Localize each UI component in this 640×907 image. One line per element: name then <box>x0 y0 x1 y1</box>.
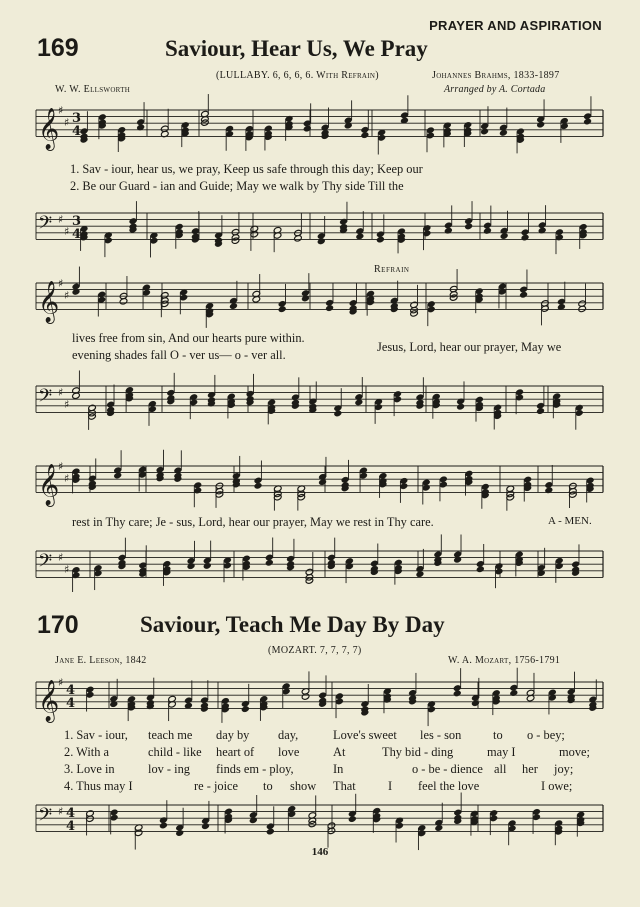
hymn-169-composer: Johannes Brahms, 1833-1897 <box>432 70 560 81</box>
note-head <box>476 566 485 573</box>
hymn-169-verse-1-line: 1. Sav - iour, hear us, we pray, Keep us safe through this day; Keep our <box>70 162 423 176</box>
section-header: PRAYER AND ASPIRATION <box>429 18 602 33</box>
hymn-169-amen: A - MEN. <box>548 515 592 527</box>
time-signature-bottom: 4 <box>72 227 82 242</box>
verse-4-syllable: That <box>333 779 356 793</box>
sharp-icon: ♯ <box>64 472 70 485</box>
hymn-169-arranger: Arranged by A. Cortada <box>444 84 546 95</box>
note-head <box>266 828 275 835</box>
note-head <box>416 571 425 578</box>
note-head <box>519 291 528 298</box>
verse-1-syllable: day, <box>278 728 299 742</box>
note-head <box>444 227 453 234</box>
note-head <box>435 824 444 831</box>
bass-clef-icon: 𝄢 <box>38 386 53 411</box>
hymn-170-tune: (MOZART. 7, 7, 7, 7) <box>268 645 362 656</box>
note-head <box>521 234 530 241</box>
note-head <box>229 302 238 309</box>
verse-3-syllable: o - be - dience <box>412 762 483 776</box>
note-head <box>355 399 364 406</box>
verse-1-syllable: day by <box>216 728 250 742</box>
bass-clef-icon: 𝄢 <box>38 805 53 830</box>
note-head <box>361 131 370 138</box>
verse-1-syllable: Love's sweet <box>333 728 397 742</box>
verse-2-syllable: child - like <box>148 745 202 759</box>
note-head <box>317 238 326 245</box>
hymn-170-composer: W. A. Mozart, 1756-1791 <box>448 655 561 666</box>
verse-4-syllable: I <box>388 779 393 793</box>
sharp-icon: ♯ <box>58 104 64 117</box>
sharp-icon: ♯ <box>58 551 64 564</box>
hymn-169-title: Saviour, Hear Us, We Pray <box>165 36 428 61</box>
verse-4-syllable: re - joice <box>194 779 239 793</box>
note-head <box>249 817 258 824</box>
note-head <box>201 823 210 830</box>
hymn-169-tune: (LULLABY. 6, 6, 6, 6. With Refrain) <box>216 70 379 81</box>
verse-2-syllable: love <box>278 745 300 759</box>
verse-2-syllable: 2. With a <box>64 745 110 759</box>
note-head <box>536 407 545 414</box>
verse-3-syllable: all <box>494 762 507 776</box>
verse-2-syllable: At <box>333 745 346 759</box>
refrain-label: Refrain <box>374 264 410 275</box>
verse-3-syllable: 3. Love in <box>64 762 115 776</box>
sharp-icon: ♯ <box>58 277 64 290</box>
hymn-170-number: 170 <box>37 611 79 639</box>
verse-1-syllable: teach me <box>148 728 193 742</box>
time-signature-top: 4 <box>66 806 76 821</box>
note-head <box>241 705 250 712</box>
sharp-icon: ♯ <box>58 460 64 473</box>
verse-3-syllable: lov - ing <box>148 762 190 776</box>
verse-1-syllable: les - son <box>420 728 462 742</box>
note-head <box>464 223 473 230</box>
verse-3-syllable: her <box>522 762 538 776</box>
note-head <box>187 562 196 569</box>
verse-3-syllable: joy; <box>554 762 574 776</box>
sharp-icon: ♯ <box>64 116 70 129</box>
note-head <box>499 129 508 136</box>
treble-clef-icon: 𝄞 <box>38 680 60 722</box>
verse-4-syllable: I owe; <box>541 779 573 793</box>
note-head <box>536 121 545 128</box>
time-signature-top: 4 <box>66 683 76 698</box>
note-head <box>334 410 343 417</box>
sharp-icon: ♯ <box>58 676 64 689</box>
treble-clef-icon: 𝄞 <box>38 108 60 150</box>
sharp-icon: ♯ <box>58 805 64 818</box>
hymn-169-system2-verse-1: lives free from sin, And our hearts pure within. <box>72 331 305 345</box>
note-head <box>545 487 554 494</box>
verse-2-syllable: Thy bid - ding <box>382 745 454 759</box>
sharp-icon: ♯ <box>58 386 64 399</box>
note-head <box>483 227 492 234</box>
verse-2-syllable: move; <box>559 745 590 759</box>
time-signature-bottom: 4 <box>66 696 76 711</box>
bass-clef-icon: 𝄢 <box>38 213 53 238</box>
time-signature-bottom: 4 <box>72 124 82 139</box>
time-signature-top: 3 <box>72 111 82 126</box>
verse-1-syllable: o - bey; <box>527 728 565 742</box>
note-head <box>500 232 509 239</box>
note-head <box>175 829 184 836</box>
hymn-169-verse-2-line: 2. Be our Guard - ian and Guide; May we walk by Thy side Till the <box>70 179 404 193</box>
hymn-169-system3-lyric: rest in Thy care; Je - sus, Lord, hear our prayer, May we rest in Thy care. <box>72 515 434 529</box>
note-head <box>480 128 489 135</box>
verse-2-syllable: may I <box>487 745 516 759</box>
hymn-169-refrain-lyric: Jesus, Lord, hear our prayer, May we <box>377 340 562 354</box>
verse-4-syllable: 4. Thus may I <box>64 779 133 793</box>
note-head <box>348 815 357 822</box>
sharp-icon: ♯ <box>64 289 70 302</box>
treble-clef-icon: 𝄞 <box>38 464 60 506</box>
hymn-169-author: W. W. Ellsworth <box>55 84 131 95</box>
verse-4-syllable: show <box>290 779 317 793</box>
verse-1-syllable: 1. Sav - iour, <box>64 728 128 742</box>
sharp-icon: ♯ <box>64 225 70 238</box>
note-head <box>278 306 287 313</box>
note-head <box>254 482 263 489</box>
note-head <box>453 690 462 697</box>
verse-2-syllable: heart of <box>216 745 255 759</box>
page-number: 146 <box>311 846 329 858</box>
bass-clef-icon: 𝄢 <box>38 551 53 576</box>
verse-3-syllable: finds em - ploy, <box>216 762 294 776</box>
note-head <box>203 562 212 569</box>
note-head <box>325 304 334 311</box>
verse-4-syllable: to <box>263 779 273 793</box>
hymn-170-title: Saviour, Teach Me Day By Day <box>140 612 445 637</box>
sharp-icon: ♯ <box>64 563 70 576</box>
sharp-icon: ♯ <box>58 213 64 226</box>
treble-clef-icon: 𝄞 <box>38 281 60 323</box>
note-head <box>456 403 465 410</box>
note-head <box>159 822 168 829</box>
hymn-170-author: Jane E. Leeson, 1842 <box>55 655 147 666</box>
note-head <box>265 559 274 566</box>
note-head <box>583 118 592 125</box>
verse-4-syllable: feel the love <box>418 779 480 793</box>
time-signature-bottom: 4 <box>66 819 76 834</box>
sharp-icon: ♯ <box>64 398 70 411</box>
note-head <box>376 236 385 243</box>
time-signature-top: 3 <box>72 214 82 229</box>
hymn-169-number: 169 <box>37 34 79 62</box>
hymn-169-system2-verse-2: evening shades fall O - ver us— o - ver all. <box>72 348 286 362</box>
verse-3-syllable: In <box>333 762 344 776</box>
verse-1-syllable: to <box>493 728 503 742</box>
